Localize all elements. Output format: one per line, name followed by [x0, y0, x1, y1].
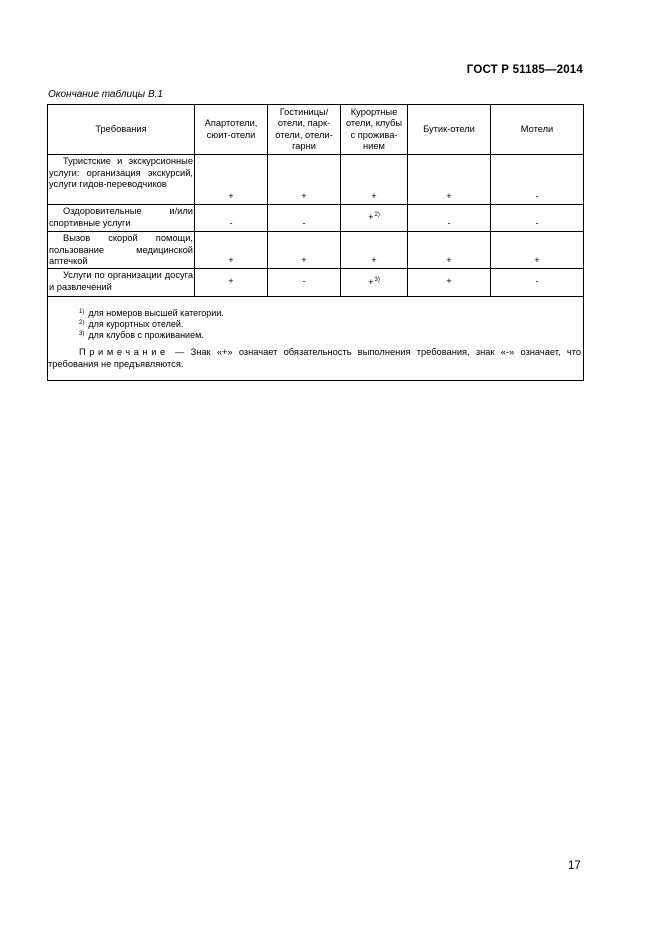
page-number: 17 [568, 860, 581, 872]
footnote-ref: 2) [374, 212, 380, 219]
requirement-cell: Вызов скорой помощи, пользование медицинской аптечкой [48, 232, 195, 269]
value-cell: + [491, 232, 584, 269]
requirement-cell: Оздоровительные и/или спортивные услуги [48, 205, 195, 232]
value-cell: +$^{3)}$ [341, 269, 408, 297]
notes-row [48, 297, 584, 381]
value-cell: - [491, 205, 584, 232]
column-header: Бутик-отели [408, 105, 491, 155]
value-cell: - [268, 269, 341, 297]
standard-code: ГОСТ Р 51185—2014 [466, 64, 583, 76]
notes-cell [48, 297, 584, 381]
footnote: $^{1)}$ для номеров высшей категории. [79, 308, 224, 318]
table-row [48, 155, 584, 205]
column-header: Мотели [491, 105, 584, 155]
value-cell: + [408, 232, 491, 269]
table-caption: Окончание таблицы В.1 [48, 89, 163, 100]
value-cell: - [268, 205, 341, 232]
column-header: Требования [48, 105, 195, 155]
value-cell: + [268, 232, 341, 269]
footnote: $^{3)}$ для клубов с проживанием. [79, 330, 204, 340]
value-cell: - [491, 155, 584, 205]
value-cell: + [408, 269, 491, 297]
note-label: Примечание [79, 347, 169, 357]
column-header: Курортные отели, клубы с прожива- нием [341, 105, 408, 155]
table-note [48, 346, 581, 370]
value-cell: - [408, 205, 491, 232]
column-header: Апартотели, сюит-отели [195, 105, 268, 155]
note-text: — Знак «+» означает обязательность выполнения требования, знак «-» означает, что требования не предъявляются. [48, 347, 581, 369]
table-row [48, 232, 584, 269]
value-cell: + [341, 232, 408, 269]
footnote-ref: 3) [374, 276, 380, 283]
value-cell: + [195, 155, 268, 205]
table-row [48, 205, 584, 232]
value-cell: + [408, 155, 491, 205]
column-header: Гостиницы/ отели, парк-отели, отели-гарни [268, 105, 341, 155]
value-cell: - [195, 205, 268, 232]
table-row [48, 269, 584, 297]
table-header-row [48, 105, 584, 155]
value-cell: + [341, 155, 408, 205]
value-cell: - [491, 269, 584, 297]
value-cell: + [195, 232, 268, 269]
requirement-cell: Услуги по организации досуга и развлечений [48, 269, 195, 297]
value-cell: + [195, 269, 268, 297]
requirements-table [47, 104, 584, 381]
value-cell: +$^{2)}$ [341, 205, 408, 232]
requirement-cell: Туристские и экскурсионные услуги: организация экскурсий, услуги гидов-переводчиков [48, 155, 195, 205]
footnote: $^{2)}$ для курортных отелей. [79, 319, 184, 329]
value-cell: + [268, 155, 341, 205]
